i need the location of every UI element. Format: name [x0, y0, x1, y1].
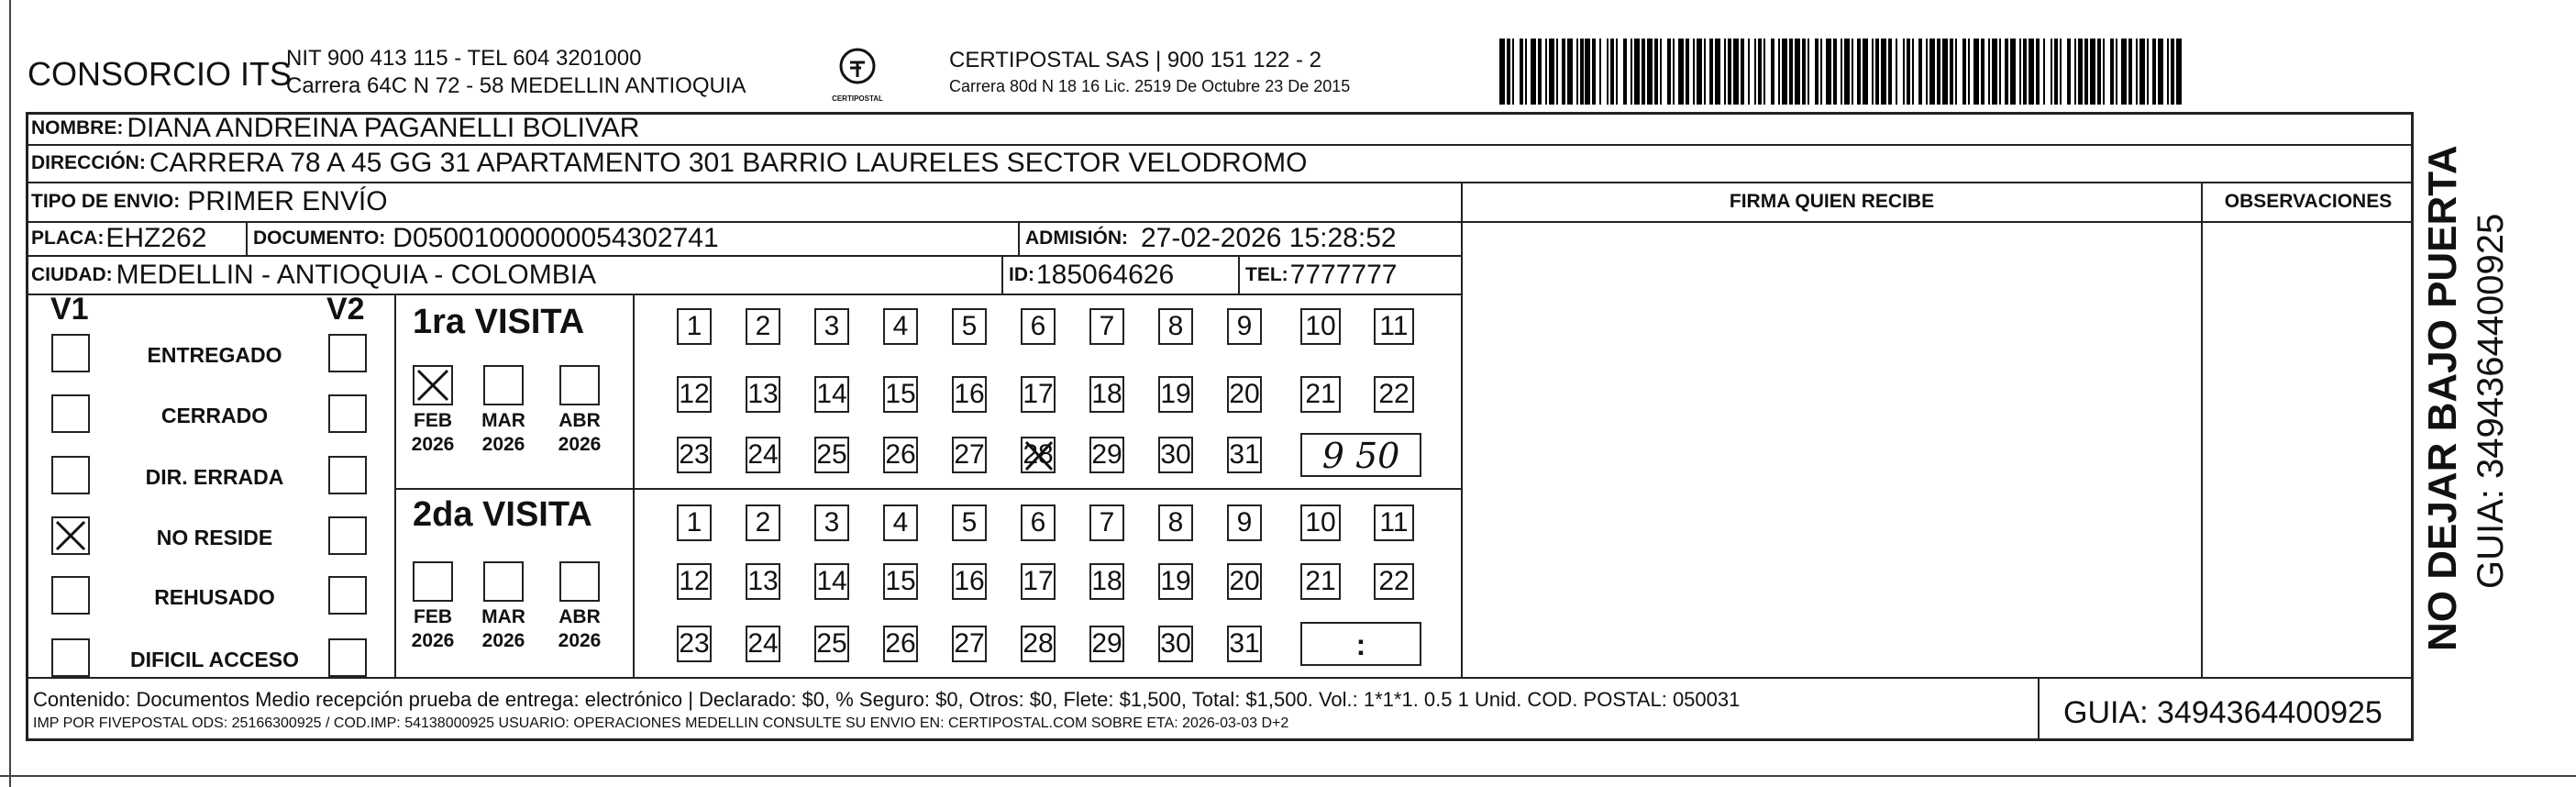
v2-label: V2	[326, 292, 365, 327]
day-box[interactable]	[1158, 308, 1193, 345]
firma-header: FIRMA QUIEN RECIBE	[1729, 191, 1935, 212]
day-number: 28	[1023, 628, 1054, 659]
day-box[interactable]	[1089, 376, 1124, 413]
carrier-address: Carrera 80d N 18 16 Lic. 2519 De Octubre 23 De 2015	[949, 77, 1351, 95]
month-label	[552, 605, 607, 653]
day-number: 24	[747, 628, 779, 659]
day-number: 30	[1160, 628, 1191, 659]
status-option-label: NO RESIDE	[156, 526, 273, 549]
day-number: 11	[1379, 311, 1409, 341]
day-number: 23	[679, 439, 710, 470]
day-box[interactable]	[1158, 376, 1193, 413]
day-number: 2	[755, 507, 771, 538]
tel-cell	[1245, 256, 1397, 294]
day-number: 16	[954, 379, 985, 409]
day-box[interactable]	[883, 504, 918, 541]
day-box[interactable]	[677, 437, 712, 473]
day-number: 21	[1305, 566, 1336, 596]
day-box[interactable]	[1021, 437, 1056, 473]
day-number: 14	[816, 566, 847, 596]
footer-contenido: Contenido: Documentos Medio recepción prueba de entrega: electrónico | Declarado: $0, % Seguro: $0, Otros: $0, Flete: $1,500, Total: $1,500. Vol.: 1*1*1. 0.5 1 Unid. COD. POSTAL: 050031	[33, 688, 1741, 711]
status-option-label: ENTREGADO	[147, 343, 282, 367]
day-box[interactable]	[952, 308, 987, 345]
day-x-mark	[1023, 438, 1056, 481]
documento-value: D05001000000054302741	[392, 223, 719, 253]
tel-value: 7777777	[1289, 259, 1398, 290]
tel-label: TEL:	[1245, 263, 1288, 285]
ciudad-label: CIUDAD:	[31, 263, 113, 285]
first-visit-time: 9 50	[1321, 436, 1400, 476]
nombre-label: NOMBRE:	[31, 117, 124, 139]
day-number: 17	[1023, 379, 1054, 409]
day-box[interactable]	[746, 626, 780, 662]
day-number: 6	[1030, 311, 1046, 341]
id-value: 185064626	[1036, 259, 1175, 290]
day-box[interactable]	[1374, 308, 1414, 345]
status-option-label: REHUSADO	[154, 585, 275, 609]
placa-cell	[31, 222, 206, 255]
side-guia: GUIA: 3494364400925	[2471, 213, 2511, 589]
day-number: 4	[892, 311, 909, 341]
day-box[interactable]	[814, 308, 849, 345]
day-number: 19	[1160, 566, 1191, 596]
day-number: 5	[961, 311, 978, 341]
day-box[interactable]	[1300, 504, 1341, 541]
month-name: FEB	[414, 606, 452, 627]
month-year: 2026	[558, 630, 602, 651]
day-number: 26	[885, 628, 916, 659]
day-box[interactable]	[1021, 626, 1056, 662]
day-number: 3	[824, 311, 840, 341]
barcode	[1499, 39, 2183, 105]
side-note: NO DEJAR BAJO PUERTA	[2420, 145, 2465, 651]
month-label	[405, 409, 460, 457]
id-cell	[1009, 256, 1174, 294]
month-name: MAR	[481, 606, 525, 627]
day-number: 22	[1378, 566, 1410, 596]
v2-checkbox[interactable]	[328, 576, 367, 615]
status-option-label: CERRADO	[160, 404, 269, 427]
day-box[interactable]	[746, 563, 780, 600]
placa-value: EHZ262	[105, 223, 207, 253]
day-number: 26	[885, 439, 916, 470]
admision-cell	[1025, 222, 1397, 255]
ciudad-value: MEDELLIN - ANTIOQUIA - COLOMBIA	[116, 259, 597, 290]
month-label	[476, 605, 531, 653]
day-box[interactable]	[1158, 626, 1193, 662]
month-checkbox[interactable]	[413, 561, 453, 602]
day-box[interactable]	[677, 563, 712, 600]
observaciones-header: OBSERVACIONES	[2224, 191, 2393, 212]
day-number: 19	[1160, 379, 1191, 409]
day-number: 20	[1229, 379, 1260, 409]
day-number: 13	[747, 566, 779, 596]
v1-checkbox[interactable]	[51, 334, 90, 372]
day-box[interactable]	[814, 626, 849, 662]
day-number: 30	[1160, 439, 1191, 470]
admision-value: 27-02-2026 15:28:52	[1141, 223, 1397, 253]
second-visit-title: 2da VISITA	[413, 495, 592, 534]
day-box[interactable]	[1227, 437, 1262, 473]
nombre-value: DIANA ANDREINA PAGANELLI BOLIVAR	[127, 113, 640, 143]
footer-guia: GUIA: 3494364400925	[2063, 695, 2383, 730]
day-box[interactable]	[952, 437, 987, 473]
direccion-value: CARRERA 78 A 45 GG 31 APARTAMENTO 301 BARRIO LAURELES SECTOR VELODROMO	[149, 148, 1308, 178]
day-number: 10	[1305, 311, 1336, 341]
day-box[interactable]	[746, 437, 780, 473]
month-checkbox[interactable]	[559, 561, 600, 602]
day-box[interactable]	[1374, 563, 1414, 600]
company-nit: NIT 900 413 115 - TEL 604 3201000	[286, 46, 642, 71]
day-box[interactable]	[1227, 376, 1262, 413]
second-visit-time-box[interactable]	[1300, 622, 1421, 666]
day-box[interactable]	[1158, 563, 1193, 600]
first-visit-time-box[interactable]	[1300, 433, 1421, 477]
v2-checkbox[interactable]	[328, 516, 367, 555]
month-name: FEB	[414, 410, 452, 431]
day-number: 15	[885, 566, 916, 596]
day-number: 3	[824, 507, 840, 538]
day-number: 11	[1379, 507, 1409, 538]
day-number: 10	[1305, 507, 1336, 538]
v1-checkbox[interactable]	[51, 576, 90, 615]
month-checkbox[interactable]	[483, 561, 524, 602]
company-name: CONSORCIO ITS	[28, 55, 293, 93]
status-option-label: DIR. ERRADA	[145, 465, 284, 489]
day-box[interactable]	[1021, 563, 1056, 600]
day-box[interactable]	[814, 376, 849, 413]
day-box[interactable]	[1227, 504, 1262, 541]
company-address: Carrera 64C N 72 - 58 MEDELLIN ANTIOQUIA	[286, 73, 746, 98]
day-box[interactable]	[1227, 626, 1262, 662]
v2-checkbox[interactable]	[328, 456, 367, 494]
month-name: MAR	[481, 410, 525, 431]
footer-imp: IMP POR FIVEPOSTAL ODS: 25166300925 / COD.IMP: 54138000925 USUARIO: OPERACIONES MEDELLIN CONSULTE SU ENVIO EN: CERTIPOSTAL.COM SOBRE ETA: 2026-03-03 D+2	[33, 715, 1289, 731]
day-box[interactable]	[1300, 376, 1341, 413]
day-number: 31	[1229, 439, 1260, 470]
day-box[interactable]	[1158, 437, 1193, 473]
day-box[interactable]	[1374, 504, 1414, 541]
v2-checkbox[interactable]	[328, 638, 367, 677]
day-box[interactable]	[814, 563, 849, 600]
day-number: 18	[1091, 566, 1122, 596]
day-box[interactable]	[952, 563, 987, 600]
v2-checkbox[interactable]	[328, 334, 367, 372]
direccion-row	[31, 145, 1308, 182]
day-number: 18	[1091, 379, 1122, 409]
month-name: ABR	[558, 410, 601, 431]
day-number: 29	[1091, 439, 1122, 470]
first-visit-title: 1ra VISITA	[413, 303, 585, 341]
day-box[interactable]	[746, 376, 780, 413]
day-box[interactable]	[1300, 563, 1341, 600]
v1-checkbox[interactable]	[51, 516, 90, 555]
documento-cell	[253, 222, 719, 255]
day-number: 15	[885, 379, 916, 409]
placa-label: PLACA:	[31, 227, 105, 249]
month-year: 2026	[411, 630, 455, 651]
day-box[interactable]	[1089, 563, 1124, 600]
carrier-name: CERTIPOSTAL SAS | 900 151 122 - 2	[949, 48, 1321, 72]
day-number: 5	[961, 507, 978, 538]
day-number: 22	[1378, 379, 1410, 409]
day-box[interactable]	[814, 504, 849, 541]
day-number: 25	[816, 439, 847, 470]
day-box[interactable]	[677, 504, 712, 541]
day-box[interactable]	[952, 376, 987, 413]
day-box[interactable]	[883, 563, 918, 600]
v1-checkbox[interactable]	[51, 638, 90, 677]
day-box[interactable]	[1374, 376, 1414, 413]
day-box[interactable]	[1227, 563, 1262, 600]
day-number: 13	[747, 379, 779, 409]
ciudad-cell	[31, 256, 596, 294]
day-number: 27	[954, 628, 985, 659]
month-label	[476, 409, 531, 457]
day-box[interactable]	[677, 308, 712, 345]
day-number: 2	[755, 311, 771, 341]
nombre-row	[31, 112, 639, 145]
day-box[interactable]	[883, 376, 918, 413]
day-number: 24	[747, 439, 779, 470]
tipo-label: TIPO DE ENVIO:	[31, 191, 181, 212]
day-box[interactable]	[952, 626, 987, 662]
day-number: 17	[1023, 566, 1054, 596]
admision-label: ADMISIÓN:	[1025, 227, 1128, 249]
day-number: 7	[1099, 311, 1115, 341]
day-number: 9	[1236, 507, 1253, 538]
month-year: 2026	[481, 434, 525, 455]
day-box[interactable]	[1021, 504, 1056, 541]
month-year: 2026	[558, 434, 602, 455]
v1-label: V1	[50, 292, 89, 327]
month-label	[405, 605, 460, 653]
day-number: 9	[1236, 311, 1253, 341]
month-year: 2026	[481, 630, 525, 651]
day-number: 16	[954, 566, 985, 596]
logo-caption: CERTIPOSTAL	[832, 94, 883, 103]
day-number: 29	[1091, 628, 1122, 659]
certipostal-logo	[830, 46, 885, 103]
month-checkbox[interactable]	[483, 365, 524, 405]
tipo-value: PRIMER ENVÍO	[187, 186, 388, 216]
day-number: 21	[1305, 379, 1336, 409]
month-label	[552, 409, 607, 457]
day-number: 6	[1030, 507, 1046, 538]
day-number: 4	[892, 507, 909, 538]
barcode-bar	[2176, 39, 2182, 105]
direccion-label: DIRECCIÓN:	[31, 152, 146, 173]
month-checkbox[interactable]	[413, 365, 453, 405]
day-box[interactable]	[883, 308, 918, 345]
day-box[interactable]	[1021, 376, 1056, 413]
month-year: 2026	[411, 434, 455, 455]
status-option-label: DIFICIL ACCESO	[129, 648, 299, 671]
day-box[interactable]	[746, 308, 780, 345]
day-number: 20	[1229, 566, 1260, 596]
month-checkbox[interactable]	[559, 365, 600, 405]
day-box[interactable]	[814, 437, 849, 473]
day-box[interactable]	[1021, 308, 1056, 345]
tipo-row	[31, 183, 388, 221]
v1-checkbox[interactable]	[51, 394, 90, 433]
day-number: 8	[1167, 507, 1184, 538]
day-box[interactable]	[952, 504, 987, 541]
day-number: 14	[816, 379, 847, 409]
second-visit-time: :	[1355, 628, 1366, 661]
day-box[interactable]	[1158, 504, 1193, 541]
day-box[interactable]	[1089, 504, 1124, 541]
day-box[interactable]	[1300, 308, 1341, 345]
day-box[interactable]	[677, 376, 712, 413]
day-box[interactable]	[1089, 626, 1124, 662]
v2-checkbox[interactable]	[328, 394, 367, 433]
day-box[interactable]	[1089, 308, 1124, 345]
day-number: 28	[1023, 439, 1054, 470]
month-name: ABR	[558, 606, 601, 627]
day-number: 31	[1229, 628, 1260, 659]
side-panel	[2416, 112, 2576, 741]
documento-label: DOCUMENTO:	[253, 227, 386, 249]
day-number: 8	[1167, 311, 1184, 341]
day-number: 25	[816, 628, 847, 659]
day-number: 1	[686, 311, 702, 341]
day-box[interactable]	[1227, 308, 1262, 345]
day-box[interactable]	[677, 626, 712, 662]
day-number: 12	[679, 566, 710, 596]
day-box[interactable]	[883, 626, 918, 662]
day-number: 27	[954, 439, 985, 470]
day-number: 23	[679, 628, 710, 659]
day-number: 12	[679, 379, 710, 409]
id-label: ID:	[1009, 263, 1034, 285]
day-number: 7	[1099, 507, 1115, 538]
day-box[interactable]	[1089, 437, 1124, 473]
day-box[interactable]	[746, 504, 780, 541]
day-box[interactable]	[883, 437, 918, 473]
v1-checkbox[interactable]	[51, 456, 90, 494]
day-number: 1	[686, 507, 702, 538]
